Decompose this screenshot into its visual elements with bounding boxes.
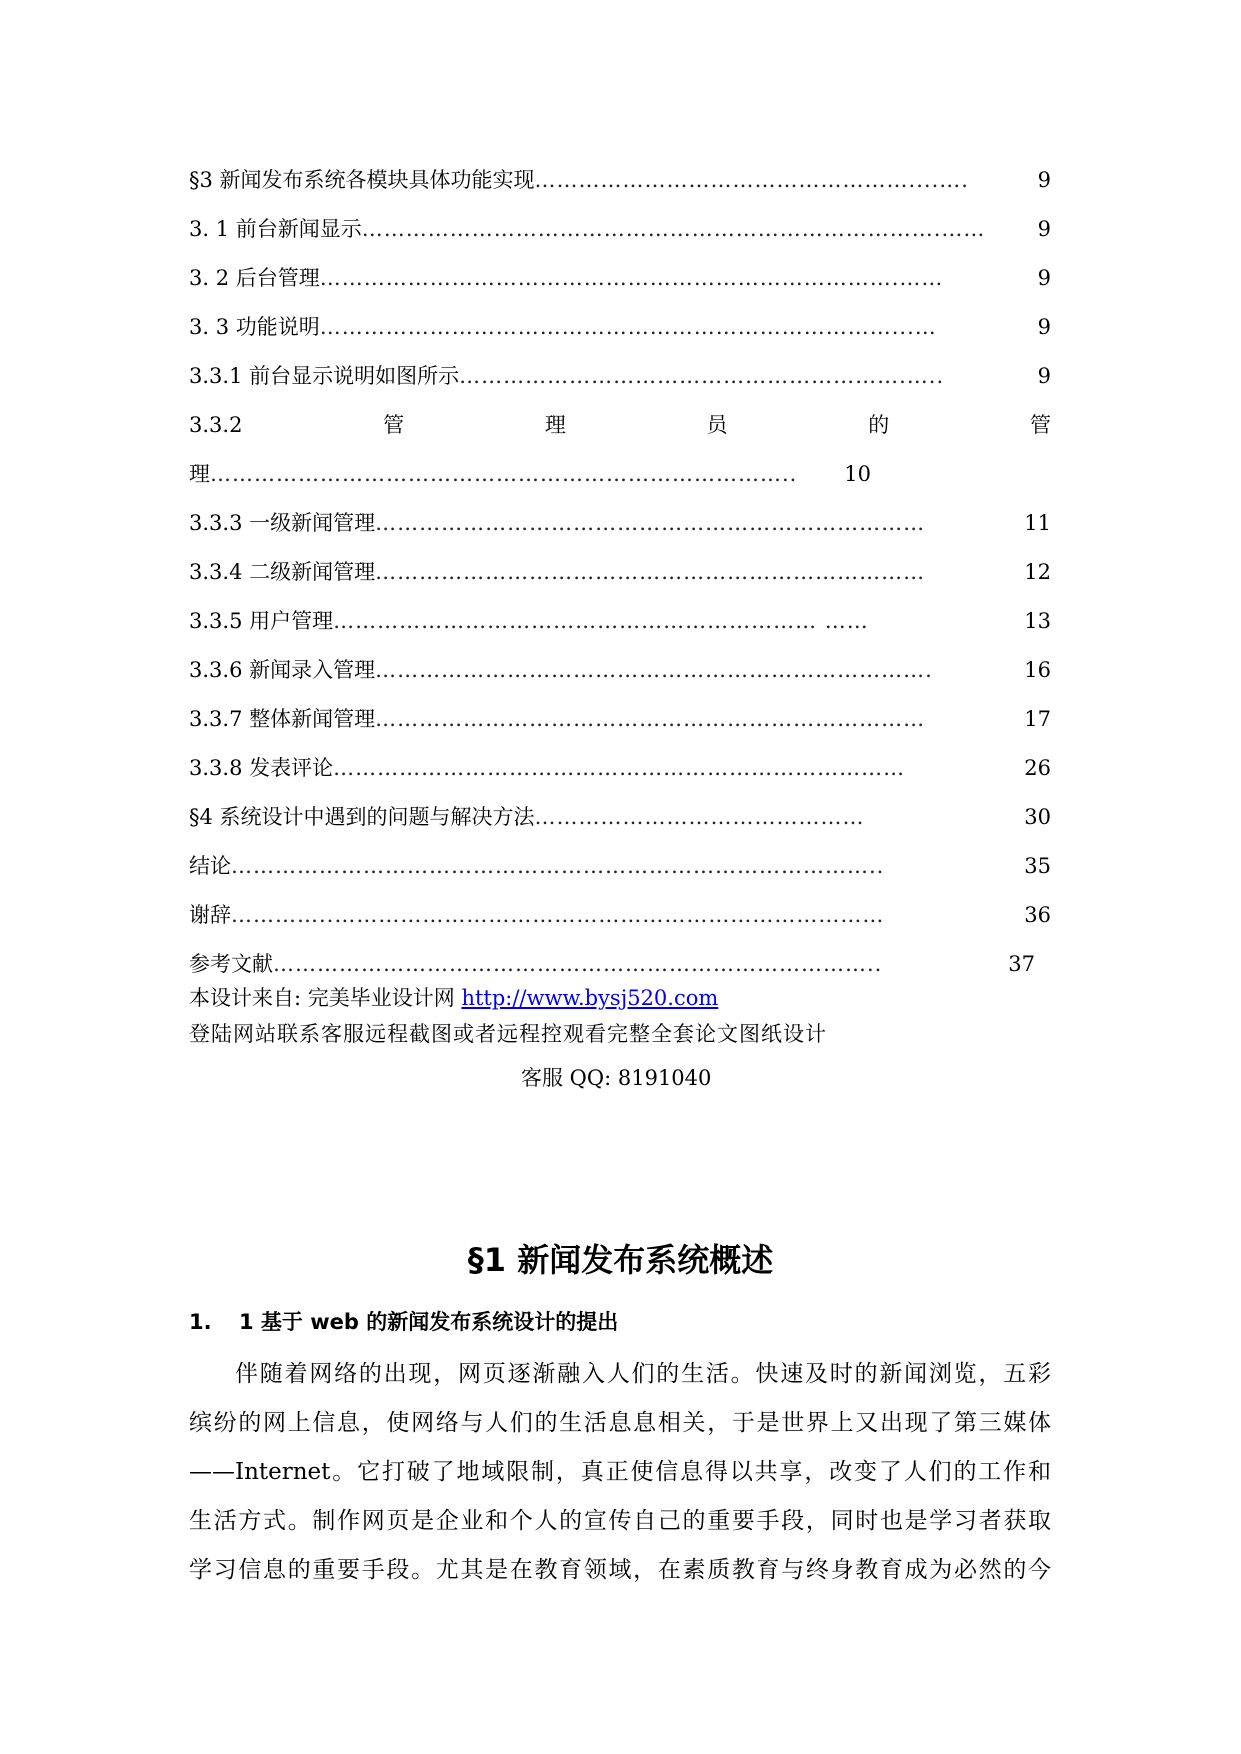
section-heading-text: 1 基于 web 的新闻发布系统设计的提出: [239, 1310, 619, 1334]
toc-entry: [189, 254, 1051, 303]
toc-entry-title: 3. 1 前台新闻显示: [189, 217, 362, 241]
toc-entry-title: 3.3.5 用户管理: [189, 609, 334, 633]
toc-leader-dots: …………………………………………………………………: [375, 560, 926, 584]
toc-page-number: 35: [1024, 854, 1051, 878]
toc-page-number: 9: [1037, 217, 1051, 241]
toc-entry-title: 理: [189, 462, 210, 486]
toc-entry: [189, 499, 1051, 548]
toc-entry-title: 3. 3 功能说明: [189, 315, 320, 339]
toc-leader-dots: ……………………………………………………………………...…: [319, 315, 937, 339]
toc-word: 管: [1029, 413, 1051, 437]
toc-page-number: 36: [1024, 903, 1051, 927]
toc-entry: [189, 352, 1051, 401]
toc-entry: [189, 695, 1051, 744]
toc-entry-title: 参考文献: [189, 952, 273, 976]
toc-entry: [189, 548, 1051, 597]
toc-leader-dots: ……………………………………………....….: [534, 168, 969, 192]
toc-word: 员: [706, 413, 728, 437]
toc-leader-dots: ……………………………………………………………………………..: [231, 854, 885, 878]
body-paragraph: [189, 1350, 1051, 1595]
source-label: 本设计来自: 完美毕业设计网: [189, 986, 462, 1010]
toc-page-number: 9: [1037, 266, 1051, 290]
toc-leader-dots: ……………………………………………………………………: [333, 756, 906, 780]
paragraph-line: ——Internet。它打破了地域限制，真正使信息得以共享，改变了人们的工作和: [189, 1459, 1051, 1485]
toc-entry: [189, 891, 1051, 940]
toc-word: 的: [868, 413, 890, 437]
toc-entry: [189, 597, 1051, 646]
toc-entry-title: 3.3.6 新闻录入管理: [189, 658, 376, 682]
toc-page-number: 10: [844, 462, 871, 486]
toc-entry: [189, 205, 1051, 254]
toc-word: 理: [544, 413, 566, 437]
toc-page-number: 9: [1037, 168, 1051, 192]
toc-leader-dots: ……………………………………………………………………..: [210, 462, 798, 486]
toc-entry: [189, 793, 1051, 842]
toc-page-number: 30: [1024, 805, 1051, 829]
toc-entry-title: 结论: [189, 854, 231, 878]
toc-entry: [189, 940, 1035, 989]
toc-entry-title: 谢辞: [189, 903, 231, 927]
table-of-contents: [189, 156, 1051, 989]
toc-page-number: 17: [1024, 707, 1051, 731]
toc-leader-dots: …………..…………………………………………………………………: [231, 903, 885, 927]
toc-leader-dots: ………………………………………………………………………..: [273, 952, 883, 976]
toc-entry-title: 3.3.1 前台显示说明如图所示: [189, 364, 460, 388]
toc-entry: [189, 842, 1051, 891]
toc-entry-title: 3.3.3 一级新闻管理: [189, 511, 376, 535]
service-qq: 客服 QQ: 8191040: [521, 1066, 712, 1090]
toc-word: 管: [383, 413, 405, 437]
toc-leader-dots: …………………………………………………………………….……: [361, 217, 986, 241]
toc-entry: [189, 303, 1051, 352]
source-credit: [189, 983, 718, 1013]
toc-word: 3.3.2: [189, 413, 243, 437]
toc-entry-justified: [189, 401, 1051, 450]
toc-leader-dots: ………………………………………: [534, 805, 865, 829]
toc-leader-dots: …………………………………………………………………….……: [319, 266, 944, 290]
toc-page-number: 9: [1037, 315, 1051, 339]
toc-page-number: 26: [1024, 756, 1051, 780]
toc-page-number: 9: [1037, 364, 1051, 388]
toc-entry: [189, 156, 1051, 205]
toc-entry: [189, 744, 1051, 793]
toc-page-number: 37: [1008, 952, 1035, 976]
paragraph-line: 学习信息的重要手段。尤其是在教育领域，在素质教育与终身教育成为必然的今: [189, 1557, 1051, 1583]
toc-entry-continuation: [189, 450, 871, 499]
toc-leader-dots: ………………………………………………………………….: [375, 658, 933, 682]
toc-page-number: 12: [1024, 560, 1051, 584]
toc-entry: [189, 646, 1051, 695]
toc-leader-dots: …………………………………………………………………: [375, 707, 926, 731]
toc-page-number: 16: [1024, 658, 1051, 682]
chapter-title: §1 新闻发布系统概述: [467, 1241, 774, 1279]
toc-entry-title: 3.3.4 二级新闻管理: [189, 560, 376, 584]
contact-note: 登陆网站联系客服远程截图或者远程控观看完整全套论文图纸设计: [189, 1022, 827, 1046]
source-link[interactable]: http://www.bysj520.com: [461, 986, 719, 1010]
section-heading: [189, 1307, 618, 1337]
paragraph-line: 伴随着网络的出现，网页逐渐融入人们的生活。快速及时的新闻浏览，五彩: [235, 1361, 1051, 1387]
toc-entry-title: 3.3.7 整体新闻管理: [189, 707, 376, 731]
toc-entry-title: §3 新闻发布系统各模块具体功能实现: [189, 168, 535, 192]
toc-leader-dots: …………………………………………………………………: [375, 511, 926, 535]
toc-entry-title: 3.3.8 发表评论: [189, 756, 334, 780]
paragraph-line: 缤纷的网上信息，使网络与人们的生活息息相关，于是世界上又出现了第三媒体: [189, 1410, 1051, 1436]
toc-entry-title: §4 系统设计中遇到的问题与解决方法: [189, 805, 535, 829]
paragraph-line: 生活方式。制作网页是企业和个人的宣传自己的重要手段，同时也是学习者获取: [189, 1508, 1051, 1534]
toc-entry-title: 3. 2 后台管理: [189, 266, 320, 290]
toc-leader-dots: ………………………………………………………… ……: [333, 609, 869, 633]
toc-leader-dots: …………………………………………………….…..: [459, 364, 945, 388]
section-number: 1.: [189, 1310, 212, 1334]
toc-page-number: 13: [1024, 609, 1051, 633]
toc-page-number: 11: [1024, 511, 1051, 535]
